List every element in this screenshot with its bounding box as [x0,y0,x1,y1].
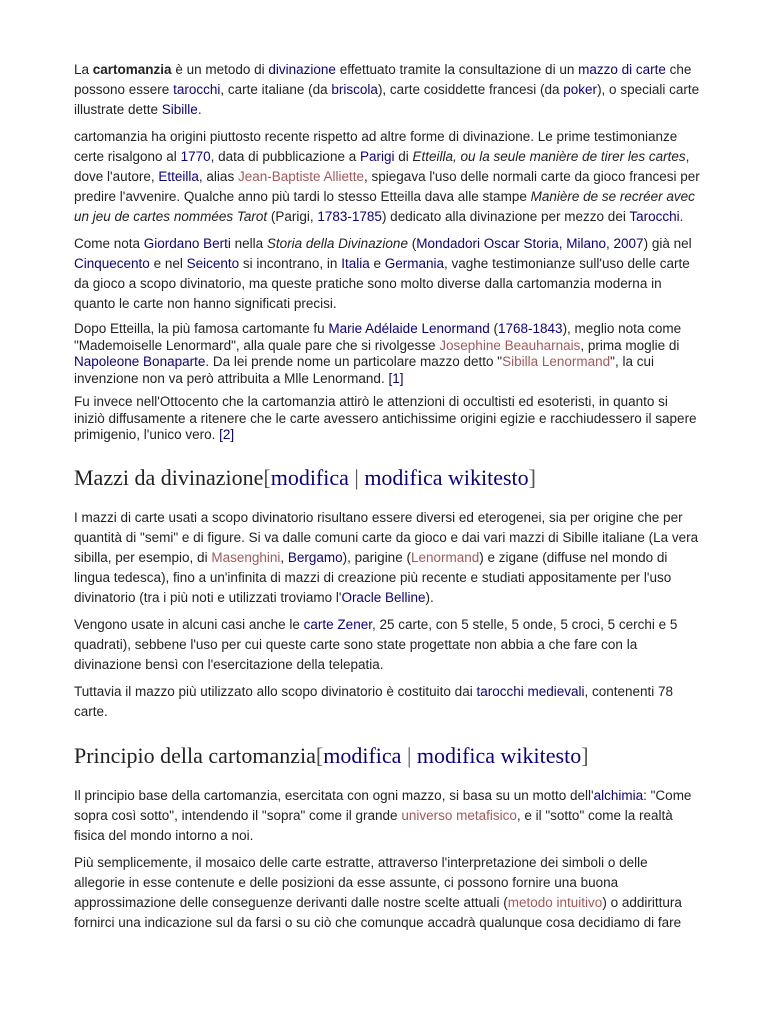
text: , e il "sotto" come la realtà fisica del mondo intorno a noi. [74,807,673,843]
paragraph-mazzi [74,508,700,608]
link-poker[interactable]: poker [563,82,598,97]
text: e [369,256,385,271]
text: ) e zigane (diffuse nel mondo di lingua tedesca), fino a un'infinita di mazzi di creazione più recente e studiati appositamente per l'uso divinatorio (tra i più noti e utilizzati troviamo l' [74,549,672,605]
heading-title: Mazzi da divinazione [74,464,264,490]
heading-title: Principio della cartomanzia [74,742,316,768]
text: nella [230,236,267,251]
link-mazzo-di-carte[interactable]: mazzo di carte [578,62,666,77]
paragraph-principio [74,786,700,846]
text: ", la cui invenzione non va però attribuita a Mlle Lenormand. [74,354,654,386]
text: cartomanzia ha origini piuttosto recente rispetto ad altre forme di divinazione. Le prime testimonianze certe risalgono al [74,129,678,164]
section-heading-mazzi [74,464,700,492]
text: è un metodo di [171,62,269,77]
text: Fu invece nell'Ottocento che la cartomanzia attirò le attenzioni di occultisti ed esoteristi, in quanto si iniziò diffusamente a ritenere che le carte avessero antichissime origini egizie e racchiudessero il sapere primigenio, l'unico vero. [74,394,697,442]
article-body [74,60,700,940]
text: , alias [198,169,238,184]
link-seicento[interactable]: Seicento [186,256,240,271]
link-alchimia[interactable]: alchimia [593,787,644,803]
text: Più semplicemente, il mosaico delle carte estratte, attraverso l'interpretazione dei simboli o delle allegorie in esse contenute e delle posizioni da esse assunte, ci possono fornire una buona approssimazione delle conseguenze derivanti dalle nostre scelte attuali ( [74,854,648,910]
link-cinquecento[interactable]: Cinquecento [74,256,150,271]
link-briscola[interactable]: briscola [331,82,378,97]
link-bergamo[interactable]: Bergamo [287,549,343,565]
edit-bracket-close: ] [528,464,536,490]
paragraph-zener [74,615,700,675]
link-germania[interactable]: Germania [384,256,445,271]
link-giordano-berti[interactable]: Giordano Berti [143,236,231,251]
link-sibille[interactable]: Sibille [161,102,198,117]
text: , 25 carte, con 5 stelle, 5 onde, 5 croci, 5 cerchi e 5 quadrati), sebbene l'uso per cui queste carte sono state progettate non abbia a che fare con la divinazione bensì con l'esercitazione della telepatia. [74,616,678,672]
link-napoleone-bonaparte[interactable]: Napoleone Bonaparte [74,354,206,369]
text: ), meglio nota come "Mademoiselle Lenormard", alla quale pare che si rivolgesse [74,321,682,353]
paragraph-ottocento [74,394,700,444]
link-tarocchi[interactable]: tarocchi [173,82,221,97]
link-italia[interactable]: Italia [341,256,370,271]
edit-section-link[interactable]: modifica [323,742,402,768]
reference-1[interactable]: [1] [388,370,404,386]
text: effettuato tramite la consultazione di un [335,62,579,77]
paragraph-origins [74,127,700,227]
text: che possono essere [74,62,692,97]
link-parigi[interactable]: Parigi [359,149,395,164]
text: Tuttavia il mazzo più utilizzato allo scopo divinatorio è costituito dai [74,683,477,699]
paragraph-tarocchi [74,682,700,722]
text: , vaghe testimonianze sull'uso delle carte da gioco a scopo divinatorio, ma queste pratiche sono molto diverse dalla cartomanzia moderna in quanto le carte non hanno significati precisi. [74,256,690,311]
text: , [280,549,288,565]
section-heading-principio [74,742,700,770]
text: , spiegava l'uso delle normali carte da gioco francesi per predire l'avvenire. Qualche anno più tardi lo stesso Etteilla dava alle stampe [74,169,700,204]
link-divinazione[interactable]: divinazione [268,62,336,77]
text: si incontrano, in [239,256,342,271]
edit-bracket-open: [ [315,742,324,768]
edit-separator: | [401,742,417,768]
link-mondadori[interactable]: Mondadori Oscar Storia, Milano, 2007 [416,236,644,251]
link-1768-1843[interactable]: 1768-1843 [498,321,563,336]
edit-source-link[interactable]: modifica wikitesto [416,742,582,768]
text: ) dedicato alla divinazione per mezzo dei [381,209,630,224]
link-josephine-beauharnais[interactable]: Josephine Beauharnais [439,337,581,353]
link-tarocchi[interactable]: Tarocchi [629,209,680,224]
text: , contenenti 78 carte. [74,683,674,719]
text: I mazzi di carte usati a scopo divinatorio risultano essere diversi ed eterogenei, sia per origine che per quantità di "semi" e di figure. Si va dalle comuni carte da gioco e dai vari mazzi di Sibille italiane (La vera sibilla, per esempio, di [74,509,699,565]
text: : "Come sopra così sotto", intendendo il "sopra" come il grande [74,787,692,823]
text: (Parigi, [267,209,318,224]
text: Vengono usate in alcuni casi anche le [74,616,304,632]
reference-2[interactable]: [2] [219,427,235,442]
text: . [679,209,684,224]
text: di [394,149,413,164]
edit-bracket-open: [ [263,464,271,490]
edit-bracket-close: ] [581,742,589,768]
edit-source-link[interactable]: modifica wikitesto [364,464,529,490]
paragraph-lenormand [74,321,700,387]
text: e nel [149,256,187,271]
edit-section-link[interactable]: modifica [270,464,349,490]
text: Dopo Etteilla, la più famosa cartomante fu [74,321,329,336]
link-masenghini[interactable]: Masenghini [211,549,281,565]
term-bold: cartomanzia [92,62,172,77]
link-tarocchi-medievali[interactable]: tarocchi medievali [476,683,585,699]
text: La [74,62,93,77]
text: ). [425,589,434,605]
paragraph-berti [74,234,700,314]
book-title: Manière de se recréer avec un jeu de cartes nommées Tarot [74,189,695,224]
text: ( [489,321,498,336]
text: ( [407,236,417,251]
text: , carte italiane (da [220,82,332,97]
link-1783-1785[interactable]: 1783-1785 [317,209,382,224]
link-lenormand[interactable]: Lenormand [410,549,480,565]
link-universo-metafisico[interactable]: universo metafisico [401,807,517,823]
link-marie-lenormand[interactable]: Marie Adélaide Lenormand [328,321,490,336]
edit-separator: | [348,464,365,490]
link-oracle-belline[interactable]: Oracle Belline [341,589,426,605]
text: ), o speciali carte illustrate dette [74,82,700,117]
text: ) già nel [643,236,692,251]
text: . [197,102,202,117]
text: . Da lei prende nome un particolare mazzo detto " [205,354,503,369]
book-title: Etteilla, ou la seule manière de tirer les cartes [412,149,686,164]
link-carte-zener[interactable]: carte Zener [303,616,372,632]
text: ), carte cosiddette francesi (da [377,82,564,97]
link-etteilla[interactable]: Etteilla [158,169,199,184]
text: , dove l'autore, [74,149,690,184]
text: ) o addirittura fornirci una indicazione sul da farsi o su ciò che comunque accadrà qualunque cosa decidiamo di fare [74,894,682,930]
link-metodo-intuitivo[interactable]: metodo intuitivo [507,894,603,910]
link-1770[interactable]: 1770 [180,149,211,164]
link-jean-baptiste-alliette[interactable]: Jean-Baptiste Alliette [237,169,365,184]
link-sibilla-lenormand[interactable]: Sibilla Lenormand [502,354,611,369]
text: ), parigine ( [342,549,411,565]
paragraph-mosaico [74,853,700,933]
text: , data di pubblicazione a [210,149,360,164]
text: Come nota [74,236,144,251]
book-title: Storia della Divinazione [266,236,408,251]
text: , prima moglie di [580,337,680,353]
text: Il principio base della cartomanzia, esercitata con ogni mazzo, si basa su un motto dell' [74,787,594,803]
paragraph-intro [74,60,700,120]
